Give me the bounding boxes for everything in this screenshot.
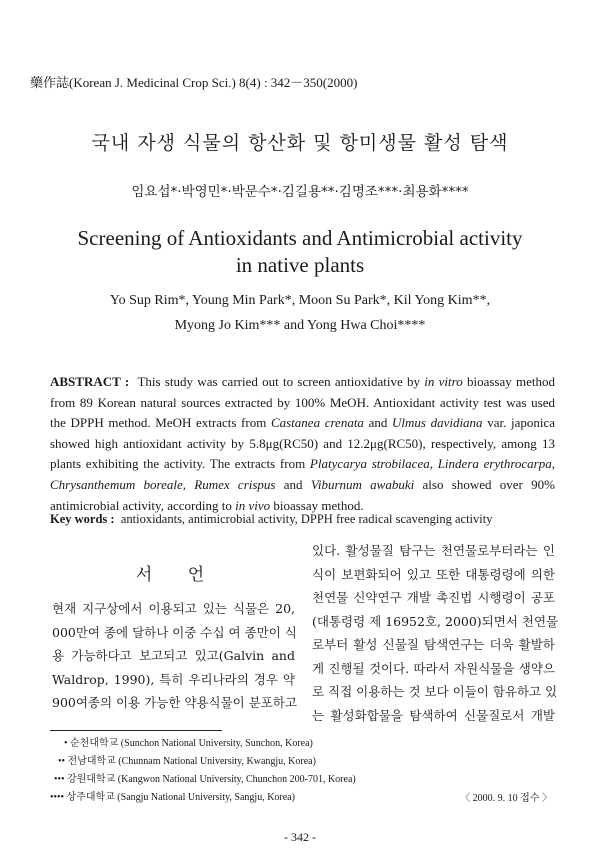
- abstract-label: ABSTRACT :: [50, 374, 130, 389]
- text-line: Waldrop, 1990), 특히 우리나라의 경우 약: [52, 671, 295, 687]
- keywords-label: Key words :: [50, 512, 115, 526]
- page-number: - 342 -: [284, 830, 316, 844]
- journal-header: 藥作誌(Korean J. Medicinal Crop Sci.) 8(4) : 342－350(2000): [30, 75, 358, 90]
- text-line: 000만여 종에 달하나 이중 수십 여 종만이 식: [52, 624, 297, 640]
- abstract-text: bioassay method from 89 Korean natural sources extracted by 100% MeOH. Antioxidant activity test was used the DPPH method. MeOH extracts from: [50, 374, 556, 431]
- keywords: [50, 512, 555, 527]
- abstract-text: in vivo: [235, 497, 271, 513]
- authors-line: Yo Sup Rim*, Young Min Park*, Moon Su Park*, Kil Yong Kim**,: [109, 293, 491, 308]
- authors-line: Myong Jo Kim*** and Yong Hwa Choi****: [174, 318, 426, 333]
- title-korean: 국내 자생 식물의 항산화 및 항미생물 활성 탐색: [91, 132, 509, 154]
- abstract-text: also showed over 90% antimicrobial activity, according to: [50, 476, 555, 513]
- abstract-text: Ulmus davidiana: [391, 415, 483, 431]
- left-column: [52, 597, 298, 715]
- right-column: [312, 539, 559, 727]
- section-heading: 서 언: [135, 565, 205, 585]
- footnote: ••• 강원대학교 (Kangwon National University, Chunchon 200-701, Korea): [54, 774, 356, 785]
- text-line: 식이 보편화되어 있고 또한 대통령령에 의한: [312, 566, 555, 582]
- text-line: 로부터 활성 신물질 탐색연구는 더욱 활발하: [312, 637, 555, 652]
- footnote-divider: [50, 730, 222, 731]
- abstract-text: Castanea crenata: [270, 415, 364, 431]
- title-line: in native plants: [235, 253, 365, 277]
- text-line: 게 진행될 것이다. 따라서 자원식물을 생약으: [312, 660, 555, 676]
- title-english: [0, 225, 600, 279]
- authors-english: [0, 288, 600, 338]
- authors-korean: 임요섭*·박영민*·박문수*·김길용**·김명조***·최용화****: [131, 184, 469, 200]
- abstract-text: Viburnum awabuki: [310, 476, 415, 492]
- title-line: Screening of Antioxidants and Antimicrobial activity: [77, 226, 523, 250]
- text-line: 900여종의 이용 가능한 약용식물이 분포하고: [52, 695, 298, 710]
- text-line: (대통령령 제 16952호, 2000)되면서 천연물: [312, 613, 559, 629]
- text-line: 있다. 활성물질 탐구는 천연물로부터라는 인: [312, 543, 555, 558]
- text-line: 천연물 신약연구 개발 촉진법 시행령이 공포: [312, 590, 555, 605]
- footnote: • 순천대학교 (Sunchon National University, Sunchon, Korea): [64, 738, 313, 749]
- abstract-text: var. japonica showed high antioxidant activity by 5.8μg(RC50) and 12.2μg(RC50), respectively, among 13 plants exhibiting the activity. The extracts from: [50, 415, 555, 472]
- keywords-text: antioxidants, antimicrobial activity, DPPH free radical scavenging activity: [120, 512, 493, 526]
- text-line: 현재 지구상에서 이용되고 있는 식물은 20,: [52, 601, 295, 616]
- abstract-text: in vitro: [424, 374, 463, 389]
- text-line: 용 가능하다고 보고되고 있고(Galvin and: [52, 648, 295, 663]
- abstract-text: and: [363, 415, 392, 431]
- text-line: 는 활성화합물을 탐색하여 신물질로서 개발: [312, 707, 555, 723]
- footnote: •• 전남대학교 (Chunnam National University, Kwangju, Korea): [58, 756, 316, 767]
- footnote: •••• 상주대학교 (Sangju National University, Sangju, Korea): [50, 792, 295, 803]
- abstract-text: bioassay method.: [270, 497, 364, 513]
- abstract: [50, 372, 555, 516]
- text-line: 로 직접 이용하는 것 보다 이들이 함유하고 있: [312, 684, 558, 699]
- abstract-text: This study was carried out to screen antioxidative by: [137, 374, 425, 389]
- received-date: 〈 2000. 9. 10 접수 〉: [460, 793, 552, 804]
- abstract-text: and: [275, 476, 311, 492]
- abstract-text: Platycarya strobilacea, Lindera erythrocarpa, Chrysanthemum boreale, Rumex crispus: [50, 456, 555, 492]
